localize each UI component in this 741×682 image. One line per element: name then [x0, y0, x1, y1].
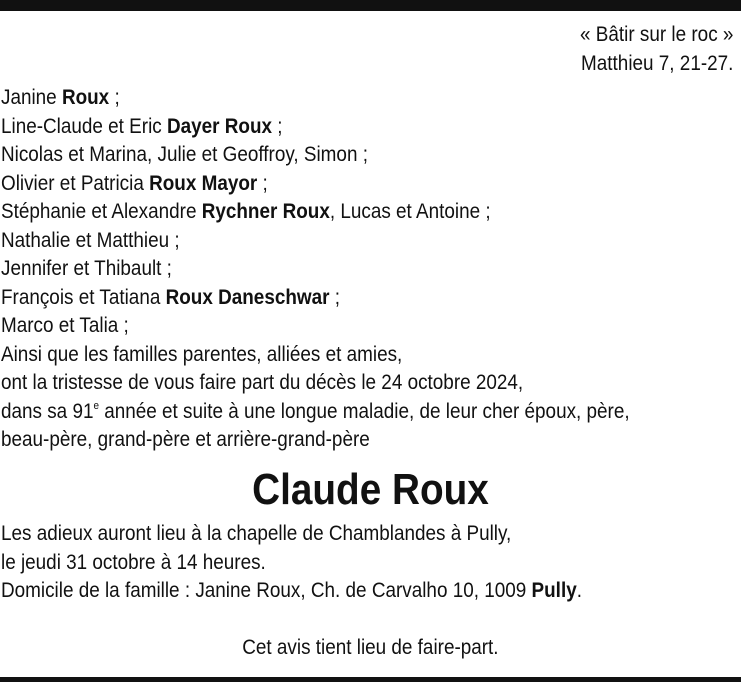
closing-note [0, 634, 741, 662]
quote-text: « Bâtir sur le roc » [579, 23, 733, 46]
family-line-suffix: ; [257, 171, 268, 195]
family-line [1, 284, 721, 313]
family-line-text: Nicolas et Marina, Julie et Geoffroy, Simon ; [1, 143, 368, 166]
family-line-text: Marco et Talia ; [1, 314, 129, 337]
announcement-text: dans sa 91 [1, 399, 94, 423]
family-line-suffix: ; [109, 86, 120, 109]
ceremony-line: le jeudi 31 octobre à 14 heures. [1, 550, 266, 574]
family-surname: Dayer Roux [166, 114, 273, 138]
family-surname: Roux Mayor [149, 171, 258, 195]
announcement-text: année et suite à une longue maladie, de leur cher époux, père, [98, 399, 630, 423]
family-line [1, 198, 721, 227]
family-line [1, 227, 721, 256]
address-text: Domicile de la famille : Janine Roux, Ch. de Carvalho 10, 1009 [1, 579, 532, 602]
family-line-text: Olivier et Patricia [1, 171, 150, 195]
family-line-suffix: ; [272, 114, 283, 138]
announcement-line: beau-père, grand-père et arrière-grand-père [1, 428, 370, 451]
top-rule [0, 0, 741, 11]
family-line-suffix: , Lucas et Antoine ; [329, 200, 491, 223]
ceremony-info [1, 520, 721, 606]
bottom-rule [0, 677, 741, 682]
deceased-name-text: Claude Roux [252, 465, 489, 514]
announcement-line: Ainsi que les familles parentes, alliées et amies, [1, 342, 403, 366]
family-line-text: Jennifer et Thibault ; [1, 257, 172, 280]
family-line [1, 141, 721, 170]
ceremony-line: Les adieux auront lieu à la chapelle de Chamblandes à Pully, [1, 522, 512, 545]
family-surname: Roux Daneschwar [165, 285, 330, 309]
announcement-line [1, 398, 721, 427]
announcement-line: ont la tristesse de vous faire part du décès le 24 octobre 2024, [1, 371, 524, 394]
quote-reference: Matthieu 7, 21-27. [580, 52, 733, 75]
deceased-name [0, 462, 741, 518]
address-suffix: . [576, 579, 582, 602]
family-address-line [1, 577, 721, 606]
family-line [1, 312, 721, 341]
family-line-text: François et Tatiana [1, 285, 166, 309]
family-line-text: Line-Claude et Eric [1, 114, 167, 138]
address-town: Pully [531, 579, 577, 602]
closing-text: Cet avis tient lieu de faire-part. [242, 636, 499, 659]
family-line [1, 84, 721, 113]
bible-quote [580, 20, 733, 78]
family-line [1, 170, 721, 199]
family-line-suffix: ; [329, 285, 340, 309]
family-line-text: Janine [1, 86, 62, 109]
ordinal-suffix: e [93, 399, 99, 412]
family-list [1, 84, 721, 455]
family-line [1, 255, 721, 284]
family-surname: Roux [61, 86, 110, 109]
family-line-text: Stéphanie et Alexandre [1, 200, 202, 223]
family-line [1, 113, 721, 142]
family-surname: Rychner Roux [201, 200, 330, 223]
family-line-text: Nathalie et Matthieu ; [1, 228, 180, 252]
